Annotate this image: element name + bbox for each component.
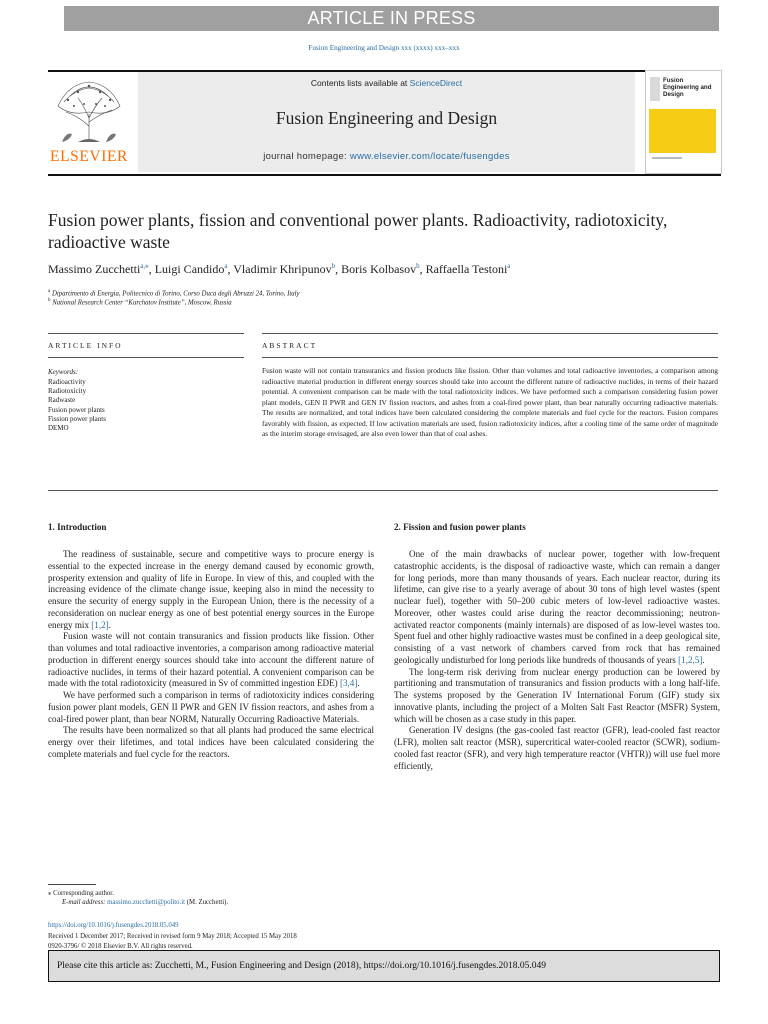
keyword-item[interactable]: DEMO	[48, 424, 69, 433]
citation-link[interactable]: [3,4]	[339, 678, 358, 689]
header-bottom-rule	[48, 174, 721, 176]
abstract-text: Fusion waste will not contain transuranics and fission products like fission. Other than volumes and total radioactive inventories, a comparison among radioactive material production in different energy sources should take into account the different nature of radioactive nuclides, in terms of their hazard potential. A convenient comparison can be made with the total radiotoxicity indices. We have performed such a comparison considering fusion power plant models, GEN II PWR and GEN IV fission reactors, and ashes from a coal-fired power plant, than bear naturally occurring radioactive materials. The results are normalized, and total indices have been calculated considering the complete materials and fuel cycle for the reactors. Fusion compares favorably with fission, as expected. If low activation materials are used, fusion radiotoxicity indices, after a cooling time of the same order of magnitude as the interim storage envisaged, are also even lower than that of coal ashes.	[262, 366, 718, 438]
keywords-list	[48, 378, 106, 433]
affiliation-mark: a	[48, 289, 51, 294]
article-info-label: ARTICLE INFO	[48, 341, 123, 350]
homepage-link[interactable]: www.elsevier.com/locate/fusengdes	[349, 151, 510, 162]
paragraph-end: .	[108, 619, 111, 630]
keyword-item[interactable]: Radiotoxicity	[48, 387, 87, 396]
keyword-item[interactable]: Radwaste	[48, 396, 76, 405]
citation-link[interactable]: [1,2,5]	[678, 654, 703, 665]
cover-title: Fusion Engineering and Design	[663, 77, 712, 98]
keyword-item[interactable]: Radioactivity	[48, 378, 86, 386]
contents-prefix: Contents lists available at	[310, 78, 410, 88]
paragraph: We have performed such a comparison in terms of radiotoxicity indices considering fusion power plant models, GEN II PWR and GEN IV fission reactors, and ashes from a coal-fired power plant, than bear NORM, Naturally Occurring Radioactive Materials.	[48, 690, 374, 724]
right-text-column	[394, 549, 720, 772]
article-info-top-rule	[48, 333, 244, 334]
email-label: E-mail address:	[62, 899, 106, 906]
footnote-rule	[48, 884, 96, 885]
homepage-line	[138, 151, 635, 162]
journal-reference-link[interactable]: Fusion Engineering and Design xxx (xxxx) xxx–xxx	[308, 44, 460, 52]
paragraph-end: .	[357, 678, 360, 689]
author-affiliation-mark[interactable]: a	[224, 262, 228, 270]
paragraph-text: One of the main drawbacks of nuclear power, together with low-frequent catastrophic accidents, is the disposal of radioactive waste, which can remain a danger for long periods, more than many thousands of years. Each nuclear reactor, during its lifetime, can give rise to a yearly average of about 30 tons of high level wastes (spent nuclear fuel), together with 50–200 cubic meters of low-level radioactive wastes. Moreover, other wastes could arise during the reactor decommissioning; neutron-activated reactor components (mainly internals) are disposed of as low-level wastes too. Spent fuel and other highly radioactive wastes must be confined in a deep geological site, consisting of a vast network of chambers carved from rock that has remained geologically undisturbed for long periods like hundreds of thousands of years	[394, 549, 720, 665]
article-info-sub-rule	[48, 357, 244, 358]
paragraph-text: The readiness of sustainable, secure and competitive ways to procure energy is essential to the expected increase in the energy demand caused by economic growth, prosperity extension and quality of life in Europe. In view of this, and coupled with the increasing evidence of the climate change issue, keeping also in mind the necessity to ensure the security of energy supply in the European Union, there is the necessity of a reconsideration on nuclear energy as one of best potential energy sources in the Europe energy mix	[48, 549, 374, 630]
contents-line	[138, 78, 635, 88]
cover-footer-line	[652, 157, 682, 159]
abstract-sub-rule	[262, 357, 718, 358]
cover-thumb-strip	[650, 77, 660, 101]
author-affiliation-mark[interactable]: a	[507, 262, 511, 270]
author-name[interactable]: Raffaella Testoni	[425, 262, 508, 276]
author-affiliation-mark[interactable]: a,⁎	[140, 262, 149, 270]
paragraph	[48, 631, 374, 690]
citation-link[interactable]: [1,2]	[91, 619, 109, 630]
affiliation-text: Dipartimento di Energia, Politecnico di Torino, Corso Duca degli Abruzzi 24, Torino, Italy	[51, 290, 300, 298]
journal-header-box	[138, 72, 635, 172]
corresponding-text: Corresponding author.	[53, 890, 114, 897]
affiliation-a	[48, 289, 300, 297]
email-note	[62, 899, 228, 906]
email-link[interactable]: massimo.zucchetti@polito.it	[107, 899, 186, 906]
abstract-bottom-rule	[48, 490, 718, 491]
author-name[interactable]: Massimo Zucchetti	[48, 262, 141, 276]
affiliation-text: National Research Center “Kurchatov Institute”, Moscow, Russia	[52, 299, 232, 307]
paragraph: Generation IV designs (the gas-cooled fast reactor (GFR), lead-cooled fast reactor (LFR), molten salt reactor (MSR), supercritical water-cooled reactor (SCWR), sodium-cooled fast reactor (SFR), and very high temperature reactor (VHTR)) will use fuel more efficiently,	[394, 725, 720, 771]
footnote-mark: ⁎	[48, 890, 52, 897]
citation-box: Please cite this article as: Zucchetti, M., Fusion Engineering and Design (2018), https://doi.org/10.1016/j.fusengdes.2018.05.049	[48, 950, 720, 982]
affiliation-mark: b	[48, 298, 51, 303]
journal-cover-thumbnail[interactable]	[645, 70, 722, 174]
issn-copyright: 0920-3796/ © 2018 Elsevier B.V. All rights reserved.	[48, 943, 193, 950]
abstract-label: ABSTRACT	[262, 341, 318, 350]
article-in-press-banner: ARTICLE IN PRESS	[64, 6, 719, 31]
author-affiliation-mark[interactable]: b	[331, 262, 336, 270]
affiliation-b	[48, 298, 232, 306]
homepage-prefix: journal homepage:	[263, 151, 350, 162]
author-name[interactable]: Vladimir Khripunov	[233, 262, 332, 276]
author-list: Massimo Zucchetti$^{a,⁎}$, Luigi Candido$^a$, Vladimir Khripunov$^b$, Boris Kolbasov$^b$, Raffaella Testoni$^a$	[48, 262, 511, 276]
corresponding-author-note	[48, 889, 114, 897]
email-owner: (M. Zucchetti).	[186, 899, 229, 906]
paragraph	[48, 549, 374, 631]
left-text-column	[48, 549, 374, 761]
keyword-item[interactable]: Fusion power plants	[48, 405, 105, 414]
article-title: Fusion power plants, fission and conventional power plants. Radioactivity, radiotoxicity, radioactive waste	[48, 210, 668, 252]
paragraph: The results have been normalized so that all plants had produced the same electrical energy over their lifetimes, and total indices have been calculated considering the complete materials and fuel cycle for the reactors.	[48, 725, 374, 759]
author-name[interactable]: Luigi Candido	[154, 262, 225, 276]
paragraph	[394, 549, 720, 667]
sciencedirect-link[interactable]: ScienceDirect	[409, 78, 463, 88]
cover-yellow-block	[649, 109, 716, 153]
paragraph-end: .	[702, 654, 705, 665]
received-dates: Received 1 December 2017; Received in revised form 9 May 2018; Accepted 15 May 2018	[48, 933, 297, 940]
section-heading-introduction: 1. Introduction	[48, 522, 107, 532]
author-affiliation-mark[interactable]: b	[416, 262, 420, 270]
paragraph-text: Fusion waste will not contain transuranics and fission products like fission. Other than volumes and total radioactive inventories, a comparison among radioactive material production in different energy sources should take into account the different nature of radioactive nuclides, in terms of their hazard potential. A convenient comparison can be made with the total radiotoxicity (measured in Sv of committed ingestion EDE)	[48, 631, 374, 689]
section-heading-fission-fusion: 2. Fission and fusion power plants	[394, 522, 526, 532]
elsevier-wordmark[interactable]: ELSEVIER	[50, 148, 128, 165]
author-name[interactable]: Boris Kolbasov	[341, 262, 417, 276]
doi-link[interactable]: https://doi.org/10.1016/j.fusengdes.2018.05.049	[48, 922, 179, 929]
journal-title: Fusion Engineering and Design	[275, 108, 498, 128]
keyword-item[interactable]: Fission power plants	[48, 414, 106, 423]
abstract-top-rule	[262, 333, 718, 334]
keywords-label: Keywords:	[48, 368, 79, 376]
paragraph: The long-term risk deriving from nuclear energy production can be lowered by partitioning and transmutation of transuranics and fission products with a long half-life. The systems proposed by the Generation IV International Forum (GIF) study six innovative plants, including the project of a Molten Salt Fast Reactor (MSFR) System, which will be chosen as a case study in this paper.	[394, 666, 720, 724]
